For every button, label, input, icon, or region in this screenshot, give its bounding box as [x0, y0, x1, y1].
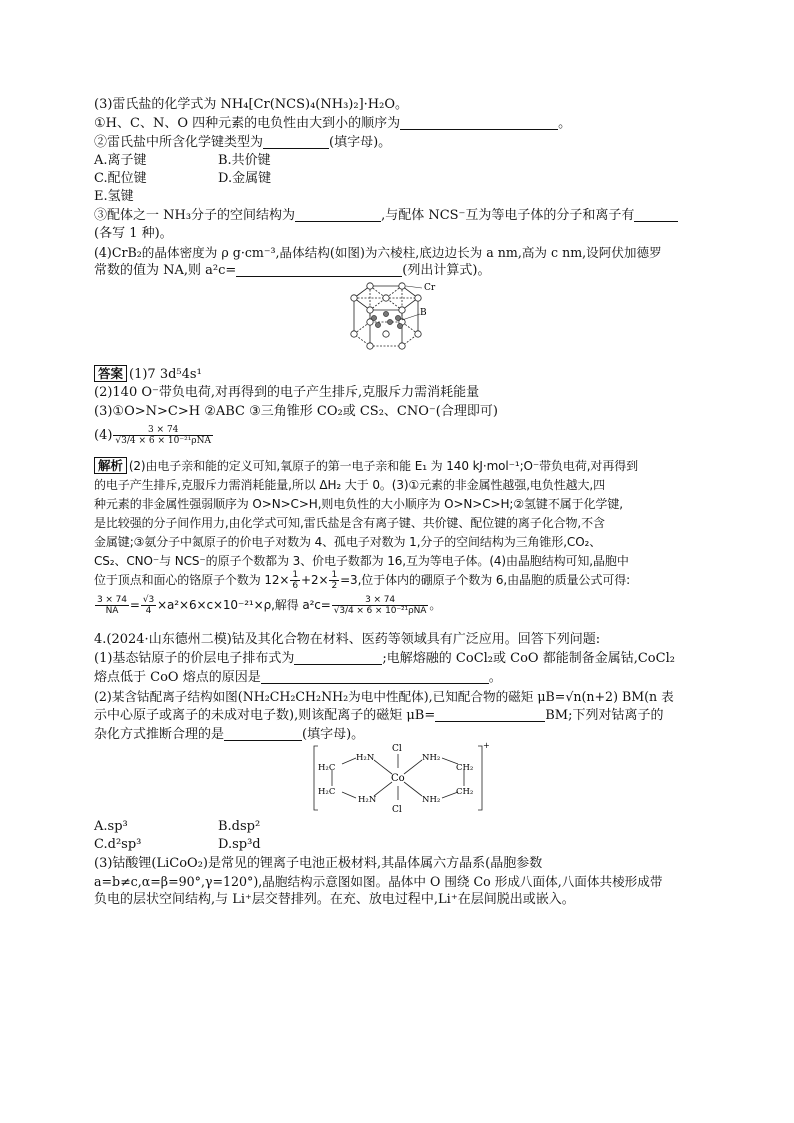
q4-options-row-1 — [94, 818, 714, 836]
q3-options-row-2 — [94, 170, 714, 188]
q4-p3-line3: 负电的层状空间结构,与 Li⁺层交替排列。在充、放电过程中,Li⁺在层间脱出或嵌入。 — [94, 892, 575, 907]
label-h2c-top: H₂C — [318, 763, 336, 773]
option: C.配位键 — [94, 171, 147, 186]
answer-text-4: (4) — [94, 428, 113, 443]
option: B.共价键 — [218, 153, 271, 168]
answer-line2: (2)140 O⁻带负电荷,对再得到的电子产生排斥,克服斥力需消耗能量 — [94, 385, 480, 400]
option: A.sp³ — [94, 819, 128, 834]
label-h2c-bottom: H₂C — [318, 787, 336, 797]
answer-blank — [224, 726, 302, 741]
q4-p1-line1 — [94, 650, 714, 668]
q3-item2-suffix: (填字母)。 — [329, 135, 392, 150]
q4-crb2-line1: (4)CrB₂的晶体密度为 ρ g·cm⁻³,晶体结构(如图)为六棱柱,底边边长为 a nm,高为 c nm,设阿伏加德罗 — [94, 245, 662, 260]
analysis-line6: CS₂、CNO⁻与 NCS⁻的原子个数都为 3、价电子数都为 16,互为等电子体。(4)由晶胞结构可知,晶胞中 — [94, 554, 629, 568]
analysis-text-8-eq: = — [129, 598, 140, 612]
numerator: 1 — [331, 570, 338, 580]
answer-blank — [261, 669, 489, 684]
option: E.氢键 — [94, 189, 134, 204]
q4-crb2-line2-suffix: (列出计算式)。 — [402, 263, 491, 278]
denominator: 6 — [292, 581, 298, 591]
numerator: 3 × 74 — [332, 595, 429, 606]
analysis-line1 — [94, 457, 714, 475]
answer-blank — [294, 650, 382, 665]
answer-blank — [435, 707, 545, 722]
q3-options-row-1 — [94, 152, 714, 170]
q3-item3-text: ③配体之一 NH₃分子的空间结构为 — [94, 208, 296, 223]
answer-line3: (3)①O>N>C>H ②ABC ③三角锥形 CO₂或 CS₂、CNO⁻(合理即可) — [94, 404, 498, 419]
q4-p2-mid: BM;下列对钴离子的 — [545, 708, 664, 723]
label-cl-bottom: Cl — [392, 805, 402, 815]
fraction-one-half — [329, 570, 339, 591]
analysis-text-8-end: 。 — [429, 598, 442, 612]
answer-line4 — [94, 421, 714, 451]
analysis-tag: 解析 — [94, 457, 127, 474]
cobalt-complex-figure — [312, 740, 488, 816]
numerator: 3 × 74 — [113, 425, 213, 436]
analysis-text-1: (2)由电子亲和能的定义可知,氧原子的第一电子亲和能 E₁ 为 140 kJ·mol⁻¹;O⁻带负电荷,对再得到 — [128, 459, 639, 473]
q4-p2-line2 — [94, 707, 714, 725]
q3-options-row-3 — [94, 188, 714, 206]
label-co: Co — [391, 773, 405, 784]
q4-p1-line2 — [94, 669, 714, 687]
analysis-line7 — [94, 568, 714, 592]
denominator: √3/4 × 6 × 10⁻²¹ρNA — [333, 606, 427, 616]
q3-item2 — [94, 134, 714, 152]
denominator: √3/4 × 6 × 10⁻²¹ρNA — [115, 436, 211, 446]
q4-p2-text: 示中心原子或离子的未成对电子数),则该配离子的磁矩 μB= — [94, 708, 436, 723]
q4-p1-text2: 熔点低于 CoO 熔点的原因是 — [94, 670, 261, 685]
analysis-line8 — [94, 591, 714, 619]
answer-tag: 答案 — [94, 365, 127, 382]
analysis-line3: 种元素的非金属性强弱顺序为 O>N>C>H,则电负性的大小顺序为 O>N>C>H;②氢键不属于化学键, — [94, 497, 623, 511]
q4-p2-text3: 杂化方式推断合理的是 — [94, 727, 225, 742]
option: C.d²sp³ — [94, 837, 142, 852]
analysis-text-7c: =3,位于体内的硼原子个数为 6,由晶胞的质量公式可得: — [340, 573, 631, 587]
q4-heading: 4.(2024·山东德州二模)钴及其化合物在材料、医药等领域具有广泛应用。回答下列问题: — [94, 632, 601, 647]
q3-formula-line: (3)雷氏盐的化学式为 NH₄[Cr(NCS)₄(NH₃)₂]·H₂O。 — [94, 97, 408, 112]
q3-item3-end: (各写 1 种)。 — [94, 226, 173, 241]
label-nh2-top: NH₂ — [422, 753, 441, 763]
answer-blank — [263, 134, 329, 149]
q4-p2-end: (填字母)。 — [302, 727, 365, 742]
option: D.sp³d — [218, 837, 261, 852]
option: B.dsp² — [218, 819, 261, 834]
answer-text-1: (1)7 3d⁵4s¹ — [129, 367, 202, 382]
q4-p1-mid: ;电解熔融的 CoCl₂或 CoO 都能制备金属钴,CoCl₂ — [382, 651, 675, 666]
q3-item1-text: ①H、C、N、O 四种元素的电负性由大到小的顺序为 — [94, 116, 401, 131]
q4-p1-text: (1)基态钴原子的价层电子排布式为 — [94, 651, 295, 666]
q3-item3 — [94, 207, 714, 225]
denominator: 2 — [331, 581, 338, 591]
label-b: B — [420, 308, 427, 318]
answer-blank — [295, 207, 381, 222]
result-fraction — [332, 595, 429, 616]
denominator: 4 — [145, 606, 152, 616]
analysis-line4: 是比较强的分子间作用力,由化学式可知,雷氏盐是含有离子键、共价键、配位键的离子化合物,不含 — [94, 516, 605, 530]
label-ch2-top: CH₂ — [456, 763, 474, 773]
label-ch2-bottom: CH₂ — [456, 787, 474, 797]
analysis-text-8b: ×a²×6×c×10⁻²¹×ρ,解得 a²c= — [157, 598, 331, 612]
q4-crb2-line2-text: 常数的值为 NA,则 a²c= — [94, 263, 237, 278]
analysis-line2: 的电子产生排斥,克服斥力需消耗能量,所以 ΔH₂ 大于 0。(3)①元素的非金属性越强,电负性越大,四 — [94, 478, 606, 492]
numerator: √3 — [142, 595, 155, 605]
label-charge: + — [483, 741, 490, 750]
analysis-line5: 金属键;③氨分子中氮原子的价电子对数为 4、孤电子对数为 1,分子的空间结构为三角锥形,CO₂、 — [94, 535, 602, 549]
numerator: 1 — [292, 570, 298, 580]
denominator: NA — [105, 606, 119, 616]
analysis-text-7b: +2× — [300, 573, 329, 587]
q3-item2-text: ②雷氏盐中所含化学键类型为 — [94, 135, 264, 150]
label-cl-top: Cl — [392, 744, 402, 754]
answer-blank — [236, 262, 402, 277]
answer-blank — [634, 207, 678, 222]
sqrt3-over-4 — [141, 595, 156, 616]
analysis-text-7a: 位于顶点和面心的铬原子个数为 12× — [94, 573, 290, 587]
answer-line1 — [94, 365, 714, 384]
label-h2n-bottom: H₂N — [358, 795, 377, 805]
option: D.金属键 — [218, 171, 272, 186]
q4-options-row-2 — [94, 836, 714, 854]
q4-p3-line2: a=b≠c,α=β=90°,γ=120°),晶胞结构示意图如图。晶体中 O 围绕 Co 形成八面体,八面体共棱形成带 — [94, 874, 663, 889]
label-nh2-bottom: NH₂ — [422, 795, 441, 805]
numerator: 3 × 74 — [97, 595, 127, 605]
option: A.离子键 — [94, 153, 147, 168]
q4-p3-line1: (3)钴酸锂(LiCoO₂)是常见的锂离子电池正极材料,其晶体属六方晶系(晶胞参数 — [94, 856, 543, 871]
answer-blank — [400, 115, 558, 130]
q3-item1: ①H、C、N、O 四种元素的电负性由大到小的顺序为 。 — [94, 116, 572, 131]
q4-p1-end: 。 — [488, 670, 502, 685]
q4-p2-line1: (2)某含钴配离子结构如图(NH₂CH₂CH₂NH₂为电中性配体),已知配合物的磁矩 μB=√n(n+2) BM(n 表 — [94, 689, 674, 704]
answer-fraction — [113, 425, 213, 446]
q3-item3-mid: ,与配体 NCS⁻互为等电子体的分子和离子有 — [381, 208, 635, 223]
mass-fraction — [95, 595, 129, 616]
crb2-crystal-figure — [340, 278, 452, 358]
label-cr: Cr — [424, 283, 436, 293]
label-h2n-top: H₂N — [356, 753, 375, 763]
fraction-one-sixth — [290, 570, 300, 591]
